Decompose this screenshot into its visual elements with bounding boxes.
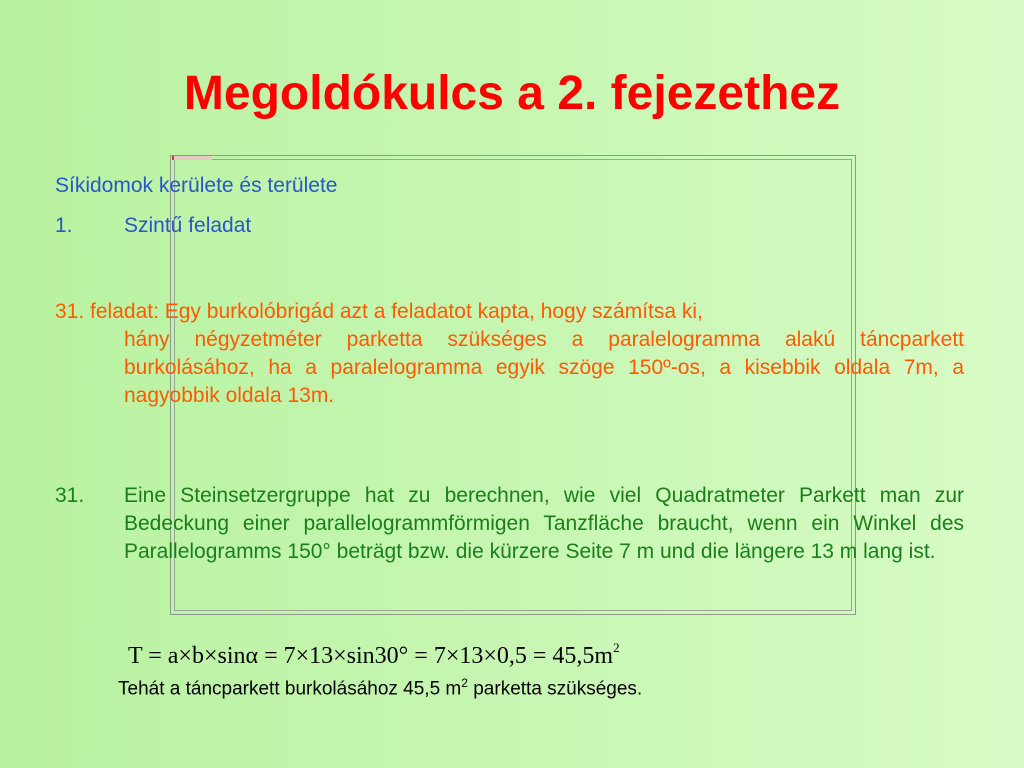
problem-german-number: 31. xyxy=(55,484,85,507)
area-formula-exponent: 2 xyxy=(613,640,620,655)
problem-hungarian xyxy=(55,298,964,410)
area-formula-text: T = a×b×sinα = 7×13×sin30° = 7×13×0,5 = 45,5m xyxy=(128,643,614,669)
slide-title: Megoldókulcs a 2. fejezethez xyxy=(183,67,841,120)
problem-hungarian-first-line: 31. feladat: Egy burkolóbrigád azt a feladatot kapta, hogy számítsa ki, xyxy=(55,300,703,323)
embedded-object-tag xyxy=(172,156,212,160)
problem-german-text: Eine Steinsetzergruppe hat zu berechnen, wie viel Quadratmeter Parkett man zur Bedeckung einer parallelogrammförmigen Tanzfläche braucht, wenn ein Winkel des Parallelogramms 150° beträgt bzw. die kürzere Seite 7 m und die längere 13 m lang ist. xyxy=(124,484,964,563)
level-label: Szintű feladat xyxy=(124,214,252,237)
answer-text-after: parketta szükséges. xyxy=(467,678,643,700)
problem-hungarian-body: hány négyzetméter parketta szükséges a paralelogramma alakú táncparkett burkolásához, ha a paralelogramma egyik szöge 150º-os, a kisebbik oldala 7m, a nagyobbik oldala 13m. xyxy=(124,328,964,407)
section-subheading: Síkidomok kerülete és területe xyxy=(55,174,338,197)
answer-sentence xyxy=(118,676,642,700)
level-number: 1. xyxy=(55,214,73,237)
answer-text-before: Tehát a táncparkett burkolásához 45,5 m xyxy=(118,678,462,700)
problem-german xyxy=(55,482,964,566)
area-formula xyxy=(128,640,620,670)
answer-exponent: 2 xyxy=(461,676,468,690)
